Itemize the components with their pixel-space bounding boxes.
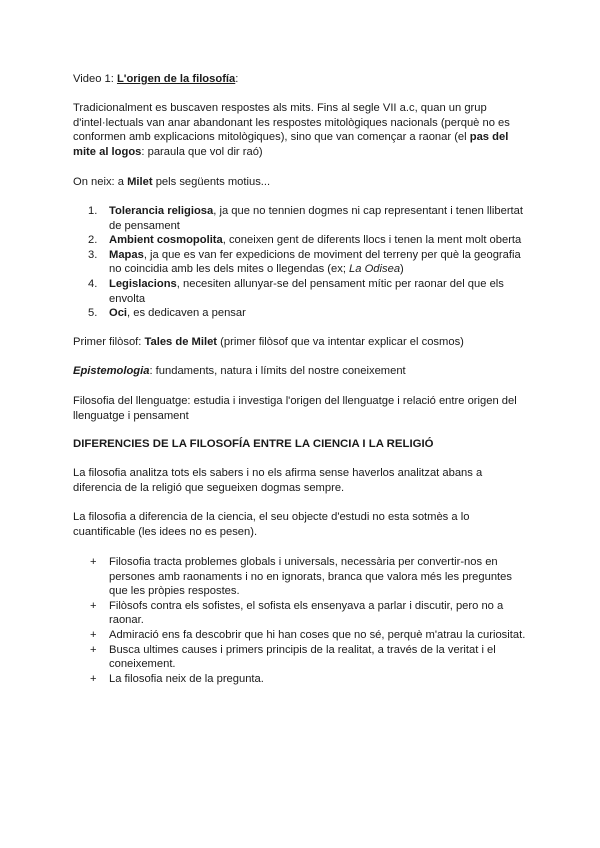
first-philosopher-text-b: (primer filòsof que va intentar explicar el cosmos) — [217, 336, 464, 348]
first-philosopher-bold: Tales de Milet — [144, 336, 218, 348]
reasons-list — [73, 204, 528, 321]
list-number: 3. — [88, 248, 98, 261]
reason-tail: ) — [400, 263, 404, 276]
bullet-text: Filosofia tracta problemes globals i universals, necessària per convertir-nos en persones amb raonaments i no en ignorats, branca que valora més les preguntes que les pròpies respostes. — [109, 556, 512, 598]
section-heading: DIFERENCIES DE LA FILOSOFÍA ENTRE LA CIENCIA I LA RELIGIÓ — [73, 438, 434, 450]
plus-marker: + — [90, 556, 97, 568]
plus-marker: + — [90, 628, 97, 641]
differences-list — [73, 555, 528, 686]
reason-text: , ja que es van fer expedicions de moviment del terreny per què la geografia no coincidia amb les dels mites o llegendas (ex; — [109, 248, 521, 276]
science-paragraph: La filosofia a diferencia de la ciencia, el seu objecte d'estudi no esta sotmès a lo cuantificable (les idees no es pesen). — [73, 511, 470, 538]
list-item — [73, 643, 528, 672]
video-suffix: : — [235, 73, 239, 85]
reason-text: , necesiten allunyar-se del pensament mític per raonar del que els envolta — [109, 277, 504, 305]
list-item — [73, 599, 528, 628]
reason-bold: Oci — [109, 307, 128, 320]
list-number: 2. — [88, 234, 98, 247]
first-philosopher-line — [73, 335, 528, 350]
intro-bold: pas del mite al logos — [73, 131, 509, 158]
reason-bold: Tolerancia religiosa — [109, 205, 214, 217]
epistemology-term: Epistemologia — [73, 365, 150, 377]
list-item — [73, 306, 528, 321]
reason-bold: Mapas — [109, 248, 144, 261]
born-text-b: pels següents motius... — [152, 176, 271, 188]
video-prefix: Video 1: — [73, 73, 117, 85]
language-philosophy-paragraph — [73, 394, 528, 423]
list-item — [73, 277, 528, 306]
plus-marker: + — [90, 643, 97, 656]
list-number: 4. — [88, 277, 98, 290]
list-item — [73, 204, 528, 233]
born-line — [73, 175, 528, 190]
list-number: 5. — [88, 307, 98, 320]
reason-bold: Ambient cosmopolita — [109, 234, 223, 247]
born-bold: Milet — [127, 176, 153, 188]
intro-paragraph — [73, 101, 528, 159]
religion-paragraph: La filosofia analitza tots els sabers i no els afirma sense haverlos analitzat abans a diferencia de la religió que segueixen dogmas sempre. — [73, 467, 483, 494]
list-item — [73, 248, 528, 277]
reason-text: , es dedicaven a pensar — [127, 307, 246, 320]
video-title-line — [73, 72, 528, 87]
first-philosopher-text-a: Primer filòsof: — [73, 336, 145, 348]
list-number: 1. — [88, 205, 98, 217]
list-item — [73, 233, 528, 248]
intro-text-a: Tradicionalment es buscaven respostes als mits. Fins al segle VII a.c, quan un grup d'intel·lectuals van anar abandonant les respostes mitològiques nacionals (perquè no es conformen amb explicacions mitològiques), sino que van començar a raonar (el — [73, 102, 510, 144]
reason-italic: La Odisea — [349, 263, 401, 276]
bullet-text: Busca ultimes causes i primers principis de la realitat, a través de la veritat i el coneixement. — [109, 643, 496, 671]
bullet-text: La filosofia neix de la pregunta. — [109, 672, 264, 685]
list-item — [73, 628, 528, 643]
bullet-text: Admiració ens fa descobrir que hi han coses que no sé, perquè m'atrau la curiositat. — [109, 628, 526, 641]
epistemology-line — [73, 364, 528, 379]
plus-marker: + — [90, 599, 97, 612]
reason-text: , ja que no tennien dogmes ni cap representant i tenen llibertat de pensament — [109, 205, 523, 232]
reason-bold: Legislacions — [109, 277, 177, 290]
intro-text-b: : paraula que vol dir raó) — [141, 145, 263, 158]
list-item — [73, 672, 528, 687]
bullet-text: Filòsofs contra els sofistes, el sofista els ensenyava a parlar i discutir, pero no a raonar. — [109, 599, 504, 627]
epistemology-text: : fundaments, natura i límits del nostre coneixement — [149, 365, 406, 377]
video-title: L'origen de la filosofía — [116, 73, 236, 85]
list-item — [73, 555, 528, 599]
plus-marker: + — [90, 672, 97, 685]
born-text-a: On neix: a — [73, 176, 128, 188]
language-philosophy-text: Filosofia del llenguatge: estudia i investiga l'origen del llenguatge i relació entre origen del llenguatge i pensament — [73, 395, 517, 422]
reason-text: , coneixen gent de diferents llocs i tenen la ment molt oberta — [222, 234, 522, 247]
